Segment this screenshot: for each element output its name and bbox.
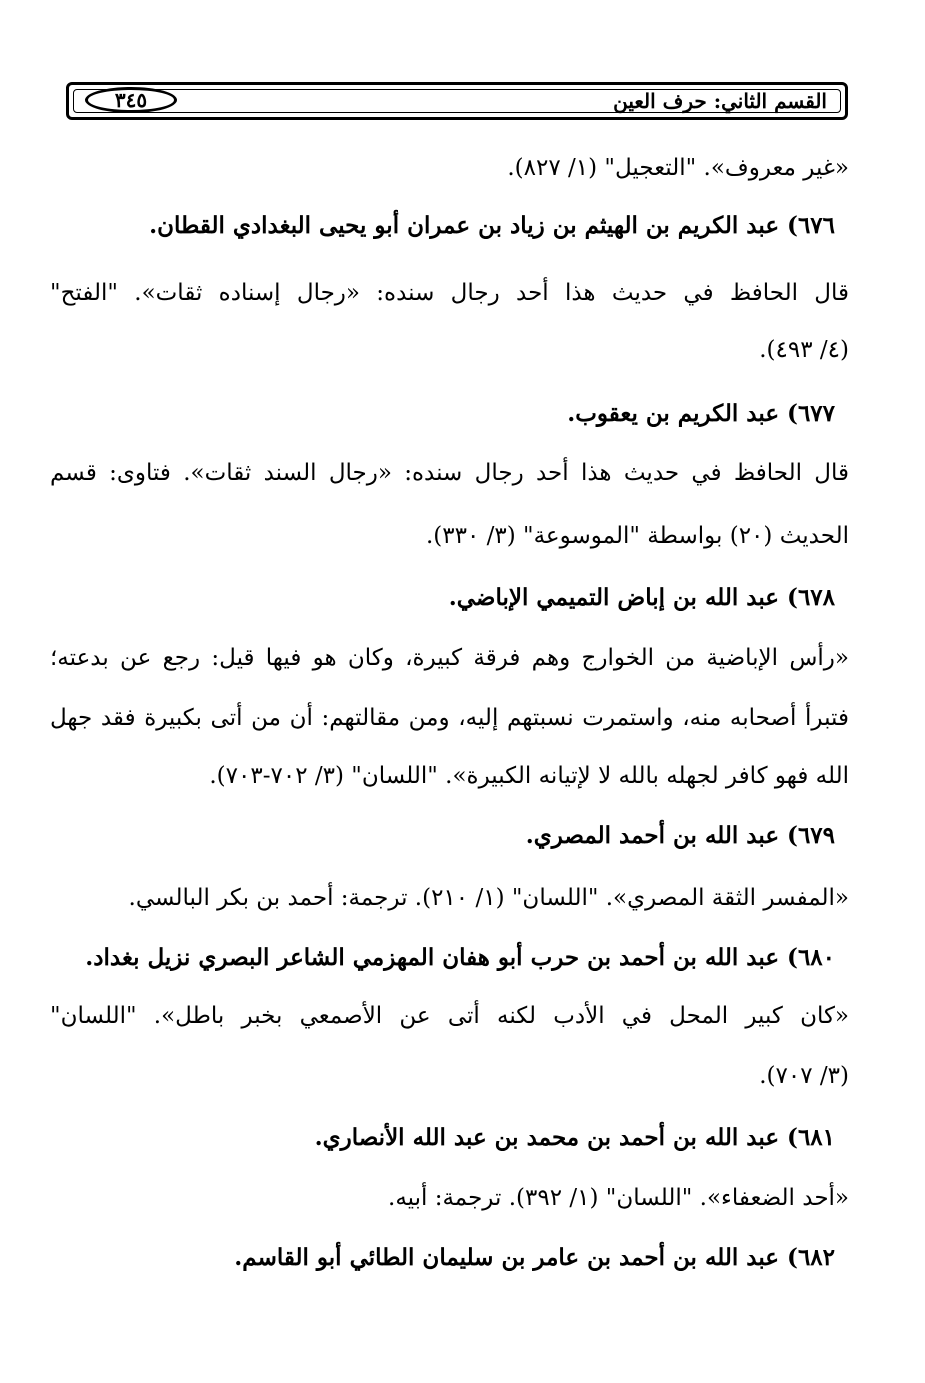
page-number-badge: ٣٤٥	[85, 87, 177, 113]
entry-heading: ٦٨٢) عبد الله بن أحمد بن عامر بن سليمان الطائي أبو القاسم.	[234, 1244, 835, 1271]
text-line: «أحد الضعفاء». "اللسان" (١/ ٣٩٢). ترجمة: أبيه.	[388, 1185, 849, 1211]
text-line: فتبرأ أصحابه منه، واستمرت نسبتهم إليه، ومن مقالتهم: أن من أتى بكبيرة فقد جهل	[50, 705, 849, 731]
running-header-title: القسم الثاني: حرف العين	[613, 89, 827, 113]
text-line: الحديث (٢٠) بواسطة "الموسوعة" (٣/ ٣٣٠).	[425, 523, 849, 549]
text-line: «كان كبير المحل في الأدب لكنه أتى عن الأصمعي بخبر باطل». "اللسان"	[50, 1003, 849, 1029]
entry-heading: ٦٨٠) عبد الله بن أحمد بن حرب أبو هفان المهزمي الشاعر البصري نزيل بغداد.	[85, 944, 835, 971]
text-line: الله فهو كافر لجهله بالله لا لإتيانه الكبيرة». "اللسان" (٣/ ٧٠٢-٧٠٣).	[209, 763, 849, 789]
text-line: «رأس الإباضية من الخوارج وهم فرقة كبيرة، وكان هو فيها قيل: رجع عن بدعته؛	[50, 645, 849, 671]
page-header	[66, 82, 848, 120]
entry-heading: ٦٧٧) عبد الكريم بن يعقوب.	[567, 400, 835, 427]
text-line: قال الحافظ في حديث هذا أحد رجال سنده: «رجال السند ثقات». فتاوى: قسم	[50, 460, 849, 486]
text-line: (٣/ ٧٠٧).	[759, 1063, 849, 1089]
entry-heading: ٦٧٦) عبد الكريم بن الهيثم بن زياد بن عمران أبو يحيى البغدادي القطان.	[149, 212, 835, 239]
text-line: قال الحافظ في حديث هذا أحد رجال سنده: «رجال إسناده ثقات». "الفتح"	[50, 280, 849, 306]
text-line: «المفسر الثقة المصري». "اللسان" (١/ ٢١٠). ترجمة: أحمد بن بكر البالسي.	[128, 885, 849, 911]
entry-heading: ٦٨١) عبد الله بن أحمد بن محمد بن عبد الله الأنصاري.	[314, 1124, 835, 1151]
entry-heading: ٦٧٩) عبد الله بن أحمد المصري.	[525, 822, 835, 849]
entry-heading: ٦٧٨) عبد الله بن إباض التميمي الإباضي.	[448, 584, 835, 611]
text-line: «غير معروف». "التعجيل" (١/ ٨٢٧).	[507, 155, 849, 181]
text-line: (٤/ ٤٩٣).	[759, 337, 849, 363]
